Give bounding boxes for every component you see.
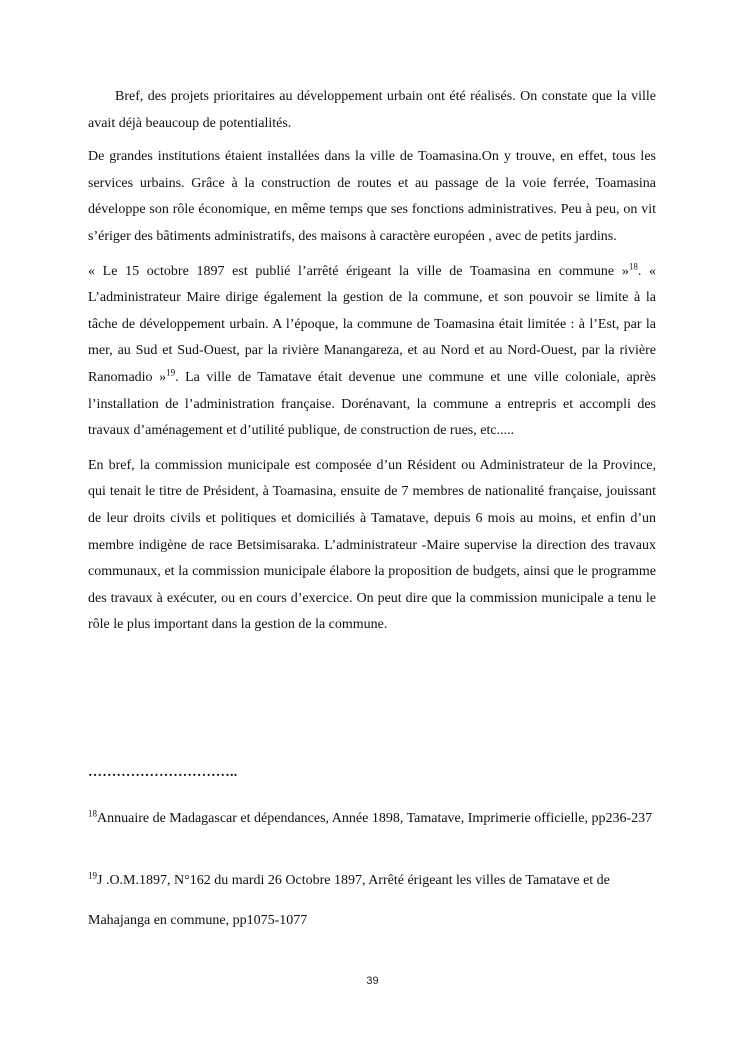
paragraph-3-part-1: « Le 15 octobre 1897 est publié l’arrêté érigeant la ville de Toamasina en commune »	[88, 263, 629, 279]
footnote-ref-19: 19	[166, 367, 176, 378]
paragraph-3-part-3: . La ville de Tamatave était devenue une commune et une ville coloniale, après l’installation de l’administration française. Dorénavant, la commune a entrepris et accompli des travaux d’aménagement et d’utilité publique, de construction de rues, etc.....	[88, 369, 656, 439]
footnote-19-number: 19	[88, 870, 97, 881]
paragraph-4: En bref, la commission municipale est composée d’un Résident ou Administrateur de la Province, qui tenait le titre de Président, à Toamasina, ensuite de 7 membres de nationalité française, jouissant de leur droits civils et politiques et domiciliés à Tamatave, depuis 6 mois au moins, et enfin d’un membre indigène de race Betsimisaraka. L’administrateur -Maire supervise la direction des travaux communaux, et la commission municipale élabore la proposition de budgets, ainsi que le programme des travaux à exécuter, ou en cours d’exercice. On peut dire que la commission municipale a tenu le rôle le plus important dans la gestion de la commune.	[88, 457, 656, 633]
footnote-separator: …………………………..	[88, 765, 238, 780]
main-text	[88, 84, 656, 639]
paragraph-1: Bref, des projets prioritaires au développement urbain ont été réalisés. On constate que la ville avait déjà beaucoup de potentialités.	[88, 89, 656, 131]
footnote-19-text-line-1: J .O.M.1897, N°162 du mardi 26 Octobre 1897, Arrêté érigeant les villes de Tamatave et de	[97, 873, 610, 888]
footnote-ref-18: 18	[628, 260, 638, 271]
footnote-19-continuation: Mahajanga en commune, pp1075-1077	[88, 913, 308, 928]
footnote-18	[88, 806, 656, 832]
footnote-18-number: 18	[88, 808, 97, 819]
footnote-19	[88, 871, 656, 891]
paragraph-2: De grandes institutions étaient installées dans la ville de Toamasina.On y trouve, en effet, tous les services urbains. Grâce à la construction de routes et au passage de la voie ferrée, Toamasina développe son rôle économique, en même temps que ses fonctions administratives. Peu à peu, on vit s’ériger des bâtiments administratifs, des maisons à caractère européen , avec de petits jardins.	[88, 149, 656, 244]
page-number: 39	[366, 975, 379, 987]
paragraph-3	[88, 259, 656, 445]
footnote-18-text: Annuaire de Madagascar et dépendances, Année 1898, Tamatave, Imprimerie officielle, pp236-237	[97, 811, 653, 826]
paragraph-3-part-2: . « L’administrateur Maire dirige également la gestion de la commune, et son pouvoir se limite à la tâche de développement urbain. A l’époque, la commune de Toamasina était limitée : à l’Est, par la mer, au Sud et Sud-Ouest, par la rivière Manangareza, et au Nord et au Nord-Ouest, par la rivière Ranomadio »	[88, 263, 657, 385]
